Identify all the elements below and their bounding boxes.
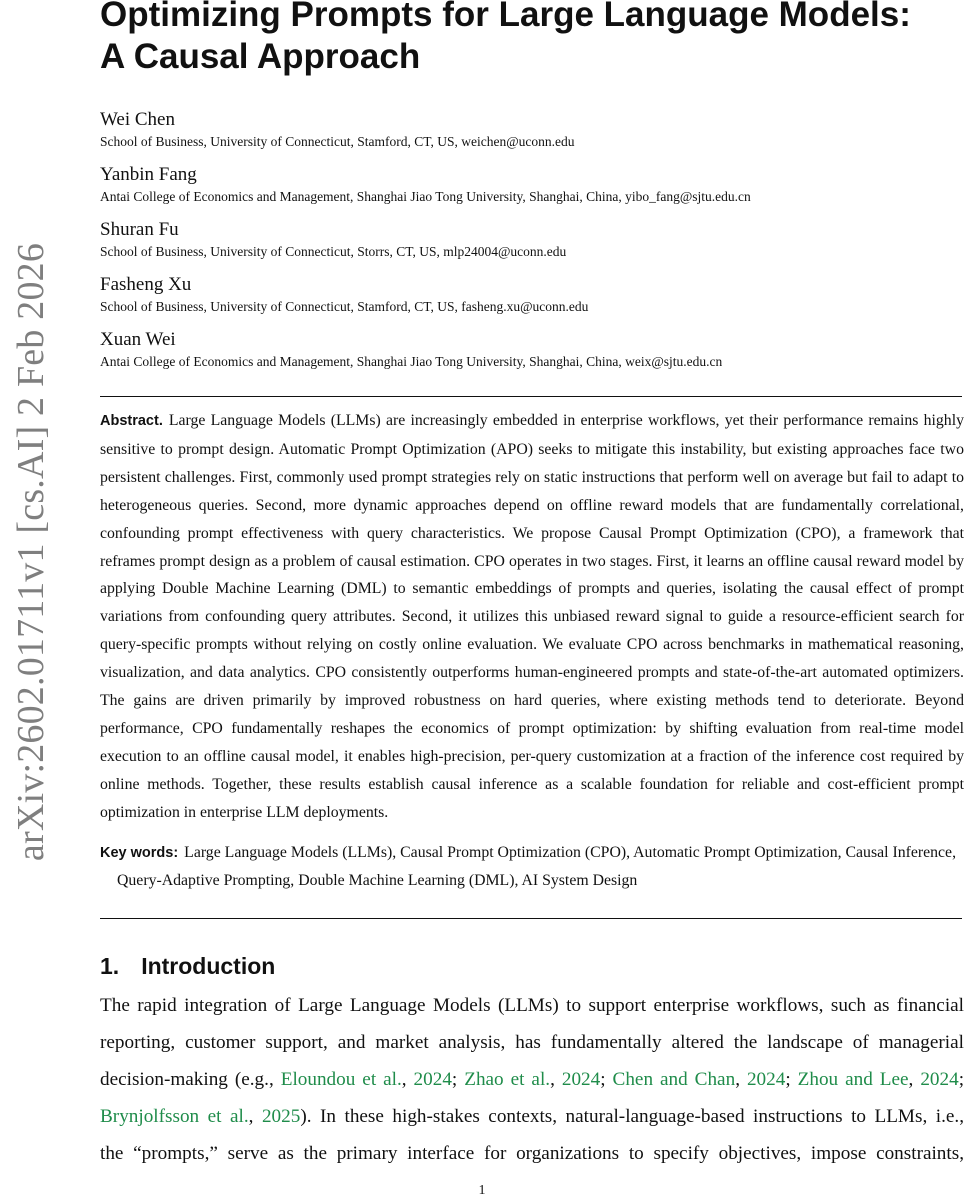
citation-year-link[interactable]: 2025: [261, 1106, 301, 1127]
intro-text: decision-making (e.g.,: [100, 1069, 281, 1090]
keywords-label: Key words:: [100, 845, 179, 861]
intro-text: ,: [735, 1069, 747, 1090]
intro-line: the “prompts,” serve as the primary interface for organizations to specify objectives, impose constraints,: [100, 1143, 964, 1164]
intro-text: ;: [600, 1069, 613, 1090]
intro-text: ,: [550, 1069, 562, 1090]
author-affiliation: School of Business, University of Connecticut, Stamford, CT, US, fasheng.xu@uconn.edu: [100, 299, 589, 314]
intro-line: reporting, customer support, and market analysis, has fundamentally altered the landscape of managerial: [100, 1032, 964, 1053]
intro-text: ;: [451, 1069, 465, 1090]
author-affiliation: Antai College of Economics and Management, Shanghai Jiao Tong University, Shanghai, China, yibo_fang@sjtu.edu.cn: [100, 189, 751, 204]
author-affiliation: Antai College of Economics and Management, Shanghai Jiao Tong University, Shanghai, China, weix@sjtu.edu.cn: [100, 354, 723, 369]
author-entry: [100, 163, 960, 218]
author-affiliation: School of Business, University of Connecticut, Stamford, CT, US, weichen@uconn.edu: [100, 134, 575, 149]
intro-text: ,: [908, 1069, 921, 1090]
paper-title-line-2: A Causal Approach: [100, 37, 421, 76]
citation-link[interactable]: Eloundou et al.: [280, 1069, 402, 1090]
intro-text: ). In these high-stakes contexts, natural-language-based instructions to LLMs, i.e.,: [300, 1106, 964, 1127]
section-heading-introduction: [100, 950, 275, 982]
abstract-text: Large Language Models (LLMs) are increasingly embedded in enterprise workflows, yet their performance remains highly sensitive to prompt design. Automatic Prompt Optimization (APO) seeks to mitigate this instability, but existing approaches face two persistent challenges. First, commonly used prompt strategies rely on static instructions that perform well on average but fail to adapt to heterogeneous queries. Second, more dynamic approaches depend on offline reward models that are fundamentally correlational, confounding prompt effectiveness with query characteristics. We propose Causal Prompt Optimization (CPO), a framework that reframes prompt design as a problem of causal estimation. CPO operates in two stages. First, it learns an offline causal reward model by applying Double Machine Learning (DML) to semantic embeddings of prompts and queries, isolating the causal effect of prompt variations from confounding query attributes. Second, it utilizes this unbiased reward signal to guide a resource-efficient search for query-specific prompts without relying on costly online evaluation. We evaluate CPO across benchmarks in mathematical reasoning, visualization, and data analytics. CPO consistently outperforms human-engineered prompts and state-of-the-art automated optimizers. The gains are driven primarily by improved robustness on hard queries, where existing methods tend to deteriorate. Beyond performance, CPO fundamentally reshapes the economics of prompt optimization: by shifting evaluation from real-time model execution to an offline causal model, it enables high-precision, per-query customization at a fraction of the inference cost required by online methods. Together, these results establish causal inference as a scalable foundation for reliable and cost-efficient prompt optimization in enterprise LLM deployments.: [100, 412, 964, 821]
author-name: Fasheng Xu: [100, 274, 192, 295]
citation-link[interactable]: Zhou and Lee: [797, 1069, 909, 1090]
citation-year-link[interactable]: 2024: [561, 1069, 601, 1090]
intro-text: ,: [401, 1069, 414, 1090]
author-name: Yanbin Fang: [100, 164, 197, 185]
introduction-paragraph: [100, 987, 964, 1172]
section-number: 1.: [100, 953, 120, 979]
intro-text: ;: [785, 1069, 798, 1090]
abstract: [100, 407, 964, 827]
citation-link[interactable]: Zhao et al.: [464, 1069, 551, 1090]
intro-text: ,: [248, 1106, 262, 1127]
author-name: Xuan Wei: [100, 329, 176, 350]
abstract-bottom-divider: [100, 918, 962, 919]
intro-line-with-citations: [100, 1061, 964, 1098]
paper-title: [100, 0, 960, 78]
paper-title-line-1: Optimizing Prompts for Large Language Models:: [100, 0, 911, 34]
author-entry: [100, 218, 960, 273]
citation-year-link[interactable]: 2024: [920, 1069, 959, 1090]
author-list: [100, 108, 960, 383]
arxiv-identifier-text: arXiv:2602.01711v1 [cs.AI] 2 Feb 2026: [10, 242, 52, 862]
author-entry: [100, 108, 960, 163]
author-name: Wei Chen: [100, 109, 175, 130]
author-name: Shuran Fu: [100, 219, 179, 240]
section-title: Introduction: [141, 953, 276, 979]
citation-year-link[interactable]: 2024: [413, 1069, 452, 1090]
author-entry: [100, 328, 960, 383]
keywords: [100, 839, 964, 895]
abstract-label: Abstract.: [100, 413, 163, 429]
arxiv-identifier-stamp: [0, 0, 62, 1200]
intro-text: ;: [958, 1069, 964, 1090]
intro-line: The rapid integration of Large Language Models (LLMs) to support enterprise workflows, such as financial: [100, 995, 964, 1016]
page-number: 1: [478, 1183, 486, 1198]
abstract-top-divider: [100, 396, 962, 397]
author-affiliation: School of Business, University of Connecticut, Storrs, CT, US, mlp24004@uconn.edu: [100, 244, 567, 259]
intro-line-with-citations: [100, 1098, 964, 1135]
author-entry: [100, 273, 960, 328]
citation-link[interactable]: Brynjolfsson et al.: [100, 1106, 249, 1127]
keywords-text: Large Language Models (LLMs), Causal Prompt Optimization (CPO), Automatic Prompt Optimization, Causal Inference, Query-Adaptive Prompting, Double Machine Learning (DML), AI System Design: [117, 844, 957, 889]
citation-link[interactable]: Chen and Chan: [612, 1069, 736, 1090]
citation-year-link[interactable]: 2024: [746, 1069, 786, 1090]
